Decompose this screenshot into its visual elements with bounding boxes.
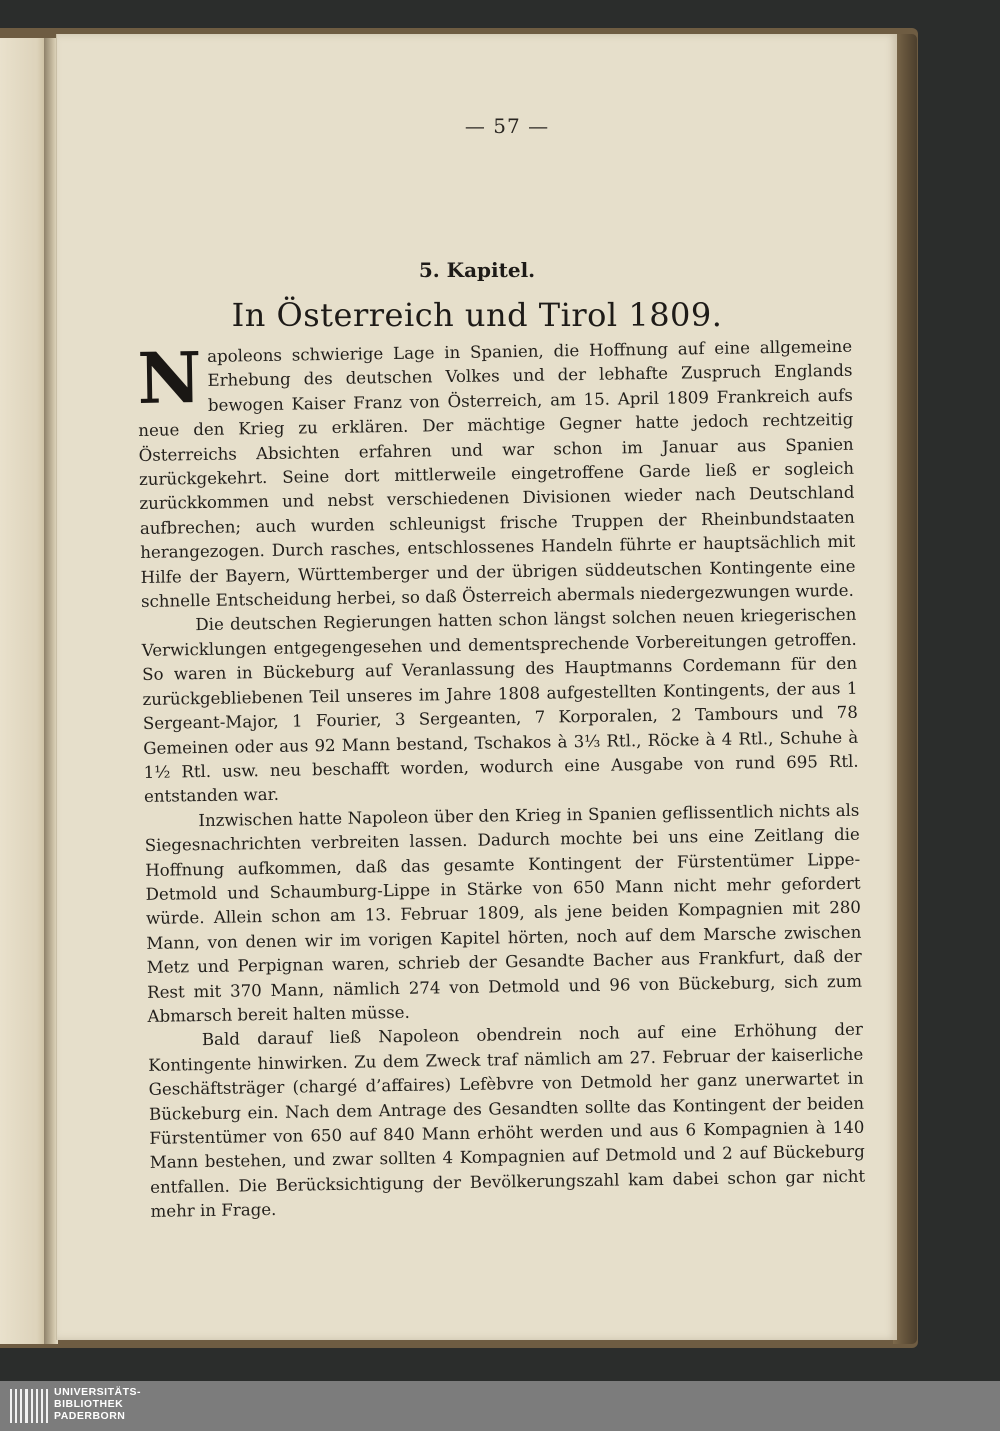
logo-line-2: BIBLIOTHEK (54, 1398, 124, 1410)
library-logo-bars-icon (10, 1389, 48, 1423)
paragraph-1-text: apoleons schwierige Lage in Spanien, die Hoffnung auf eine allgemeine Erhebung des deutschen Volkes und der lebhafte Zuspruch Englands bewogen Kaiser Franz von Österreich, am 15. April 1809 Frankreich aufs neue den Krieg zu erklären. Der mächtige Gegner hatte jedoch rechtzeitig Österreichs Absichten erfahren und war schon im Januar aus Spanien zurückgekehrt. Seine dort mittlerweile eingetroffene Garde ließ er sogleich zurückkommen und nebst verschiedenen Divisionen wieder nach Deutschland aufbrechen; auch wurden schleunigst frische Truppen der Rheinbundstaaten herangezogen. Durch rasches, entschlossenes Handeln führte er hauptsächlich mit Hilfe der Bayern, Württemberger und der übrigen süddeutschen Kontingente eine schnelle Entscheidung herbei, so daß Österreich abermals niedergezwungen wurde. (138, 336, 856, 612)
left-page-edge (0, 38, 46, 1344)
logo-line-1: UNIVERSITÄTS- (54, 1386, 142, 1398)
drop-cap: N (136, 335, 203, 420)
paragraph-4: Bald darauf ließ Napoleon obendrein noch auf eine Erhöhung der Kontingente hinwirken. Zu dem Zweck traf nämlich am 27. Februar der kaiserliche Geschäftsträger (chargé d’affaires) Lefèbvre von Detmold her ganz unerwartet in Bückeburg ein. Nach dem Antrage des Gesandten sollte das Kontingent der beiden Fürstentümer von 650 auf 840 Mann erhöht werden und aus 6 Kompagnien à 140 Mann bestehen, und zwar sollten 4 Kompagnien auf Detmold und 2 auf Bückeburg entfallen. Die Berücksichtigung der Bevölkerungszahl kam dabei schon gar nicht mehr in Frage. (148, 1020, 866, 1222)
body-text (137, 335, 866, 1225)
paragraph-2: Die deutschen Regierungen hatten schon längst solchen neuen kriegerischen Verwicklungen entgegengesehen und dementsprechende Vorbereitungen getroffen. So waren in Bückeburg auf Veranlassung des Hauptmanns Cordemann für den zurückgebliebenen Teil unseres im Jahre 1808 aufgestellten Kontingents, der aus 1 Sergeant-Major, 1 Fourier, 3 Sergeanten, 7 Korporalen, 2 Tambours und 78 Gemeinen oder aus 92 Mann bestand, Tschakos à 3⅓ Rtl., Röcke à 4 Rtl., Schuhe à 1½ Rtl. usw. neu beschafft worden, wodurch eine Ausgabe von rund 695 Rtl. entstanden war. (141, 605, 859, 807)
paragraph-1 (137, 335, 856, 615)
book-page (56, 34, 897, 1340)
paragraph-3: Inzwischen hatte Napoleon über den Krieg in Spanien geflissentlich nichts als Siegesnachrichten verbreiten lassen. Dadurch mochte bei uns eine Zeitlang die Hoffnung aufkommen, daß das gesamte Kontingent der Fürstentümer Lippe-Detmold und Schaumburg-Lippe in Stärke von 650 Mann nicht mehr gefordert würde. Allein schon am 13. Februar 1809, als jene beiden Kompagnien mit 280 Mann, von denen wir im vorigen Kapitel hörten, noch auf dem Marsche zwischen Metz und Perpignan waren, schrieb der Gesandte Bacher aus Frankfurt, daß der Rest mit 370 Mann, nämlich 274 von Detmold und 96 von Bückeburg, sich zum Abmarsch bereit halten müsse. (144, 800, 863, 1026)
chapter-title: In Österreich und Tirol 1809. (231, 296, 723, 334)
library-logo-text (54, 1386, 141, 1422)
library-footer (0, 1381, 1000, 1431)
page-number: — 57 — (464, 114, 550, 138)
logo-line-3: PADERBORN (54, 1410, 126, 1422)
chapter-label: 5. Kapitel. (418, 258, 536, 282)
